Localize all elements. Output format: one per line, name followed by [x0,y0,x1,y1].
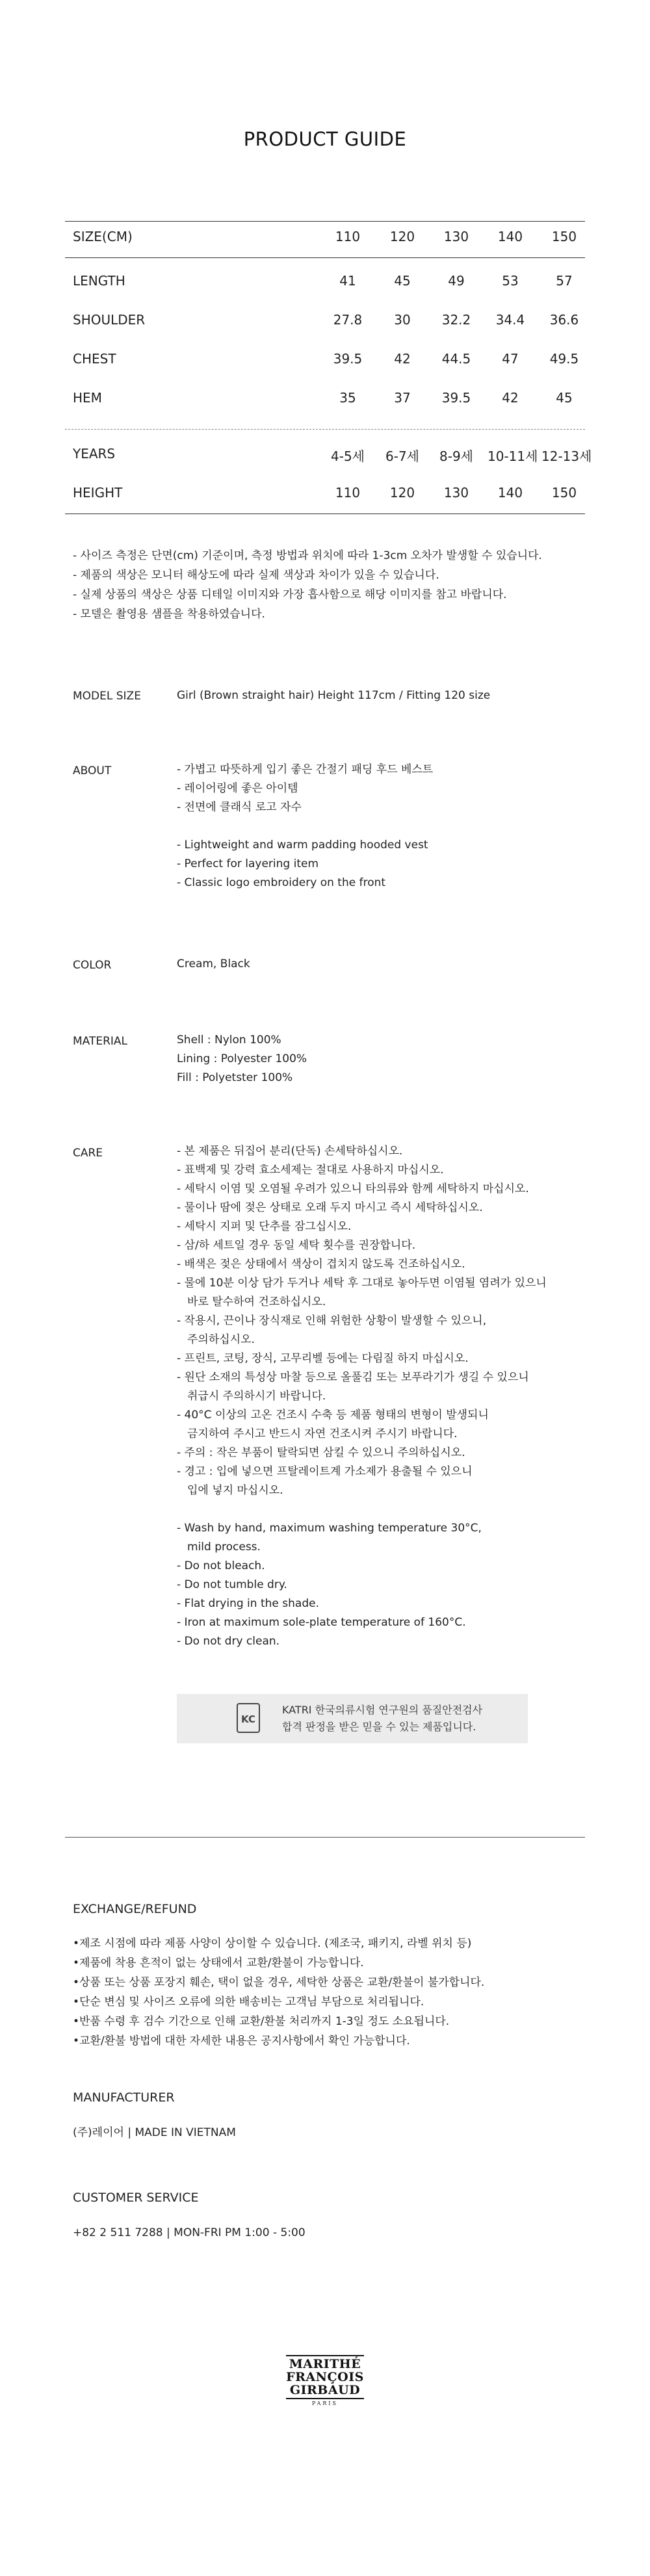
table-cell: 4-5세 [331,449,365,464]
kc-certification-box [177,1694,528,1743]
kc-line: KATRI 한국의류시험 연구원의 품질안전검사 [282,1704,483,1716]
table-cell: 110 [335,485,361,501]
exchange-line: •반품 수령 후 검수 기간으로 인해 교환/환불 처리까지 1-3일 정도 소요됩니다. [73,2015,450,2028]
table-cell: 45 [394,273,411,289]
table-cell: 41 [339,273,356,289]
care-line: - 프린트, 코팅, 장식, 고무리벨 등에는 다림질 하지 마십시오. [177,1352,469,1365]
about-line: - 가볍고 따뜻하게 입기 좋은 간절기 패딩 후드 베스트 [177,763,434,776]
size-col: 130 [443,229,469,244]
brand-line: FRANÇOIS [286,2370,364,2384]
brand-line: PARIS [311,2400,339,2406]
material-line: Fill : Polyetster 100% [177,1071,293,1084]
table-cell: 12-13세 [541,449,592,464]
table-row [73,312,585,330]
about-text [177,761,433,892]
note-line: - 모델은 촬영용 샘플을 착용하였습니다. [73,608,265,621]
material-line: Shell : Nylon 100% [177,1034,281,1047]
manufacturer-value: (주)레이어 | MADE IN VIETNAM [73,2126,236,2139]
table-cell: 39.5 [333,351,363,367]
size-header-label: SIZE(CM) [73,229,133,244]
table-cell: 8-9세 [439,449,473,464]
material-line: Lining : Polyester 100% [177,1052,307,1065]
care-line: 취급시 주의하시기 바랍니다. [187,1390,326,1403]
care-line: - 작용시, 끈이나 장식재로 인해 위험한 상황이 발생할 수 있으니, [177,1314,487,1327]
row-label: SHOULDER [73,312,146,328]
exchange-line: •제조 시점에 따라 제품 사양이 상이할 수 있습니다. (제조국, 패키지, 라벨 위치 등) [73,1937,472,1950]
kc-mark-icon [237,1703,260,1733]
exchange-list [73,1934,484,2051]
table-cell: 130 [443,485,469,501]
care-line: mild process. [187,1541,261,1554]
care-text [177,1142,547,1651]
table-cell: 140 [497,485,523,501]
table-top-rule [65,221,585,222]
kc-text [282,1702,482,1736]
table-cell: 36.6 [549,312,579,328]
note-line: - 실제 상품의 색상은 상품 디테일 이미지와 가장 흡사함으로 해당 이미지를 참고 바랍니다. [73,588,507,601]
about-line: - 레이어링에 좋은 아이템 [177,782,298,795]
table-cell: 37 [394,390,411,406]
size-header-row [73,229,585,247]
table-row [73,446,592,464]
table-divider [65,429,585,430]
note-line: - 사이즈 측정은 단면(cm) 기준이며, 측정 방법과 위치에 따라 1-3cm 오차가 발생할 수 있습니다. [73,549,542,562]
table-cell: 47 [502,351,519,367]
model-size-value: Girl (Brown straight hair) Height 117cm / Fitting 120 size [177,689,491,702]
kc-mark-text: KC [241,1713,255,1725]
table-header-rule [65,257,585,258]
table-cell: 49.5 [549,351,579,367]
care-line: - Wash by hand, maximum washing temperature 30°C, [177,1522,482,1535]
size-col: 110 [335,229,361,244]
size-col: 140 [497,229,523,244]
table-cell: 120 [389,485,415,501]
care-line: - 표백제 및 강력 효소세제는 절대로 사용하지 마십시오. [177,1164,444,1177]
table-row [73,351,585,369]
table-cell: 10-11세 [488,449,538,464]
manufacturer-title: MANUFACTURER [73,2090,175,2105]
note-line: - 제품의 색상은 모니터 해상도에 따라 실제 색상과 차이가 있을 수 있습니다. [73,569,439,582]
table-cell: 53 [502,273,519,289]
customer-service-value: +82 2 511 7288 | MON-FRI PM 1:00 - 5:00 [73,2226,306,2239]
page-title: PRODUCT GUIDE [243,128,407,150]
care-line: - 주의 : 작은 부품이 탈락되면 삼킬 수 있으니 주의하십시오. [177,1446,465,1459]
color-value: Cream, Black [177,957,250,970]
care-line: - Iron at maximum sole-plate temperature of 160°C. [177,1616,466,1629]
material-label: MATERIAL [73,1035,128,1048]
care-line: - 세탁시 이염 및 오염될 우려가 있으니 타의류와 함께 세탁하지 마십시오. [177,1182,529,1195]
color-label: COLOR [73,959,112,972]
table-cell: 44.5 [441,351,471,367]
section-divider [65,1837,585,1838]
about-line: - Classic logo embroidery on the front [177,876,386,889]
table-cell: 42 [502,390,519,406]
about-label: ABOUT [73,764,112,777]
brand-line: GIRBAUD [286,2384,364,2399]
customer-service-title: CUSTOMER SERVICE [73,2191,199,2205]
care-line: - Do not dry clean. [177,1635,280,1648]
size-col: 120 [389,229,415,244]
exchange-line: •상품 또는 상품 포장지 훼손, 택이 없을 경우, 세탁한 상품은 교환/환불이 불가합니다. [73,1976,485,1989]
brand-logo [0,2355,650,2408]
table-cell: 6-7세 [385,449,419,464]
table-cell: 35 [339,390,356,406]
care-line: 금지하여 주시고 반드시 자연 건조시켜 주시기 바랍니다. [187,1427,458,1440]
care-line: - 경고 : 입에 넣으면 프탈레이트계 가소제가 용출될 수 있으니 [177,1465,473,1478]
care-line: - 물이나 땀에 젖은 상태로 오래 두지 마시고 즉시 세탁하십시오. [177,1201,483,1214]
care-line: - Flat drying in the shade. [177,1597,319,1610]
table-row [73,390,585,408]
row-label: LENGTH [73,273,125,289]
exchange-line: •단순 변심 및 사이즈 오류에 의한 배송비는 고객님 부담으로 처리됩니다. [73,1996,424,2009]
table-cell: 45 [556,390,573,406]
care-line: - 원단 소재의 특성상 마찰 등으로 올풀김 또는 보푸라기가 생길 수 있으니 [177,1371,529,1384]
about-line: - Perfect for layering item [177,857,319,870]
table-cell: 57 [556,273,573,289]
material-text [177,1031,307,1087]
exchange-line: •제품에 착용 흔적이 없는 상태에서 교환/환불이 가능합니다. [73,1957,364,1970]
about-line: - 전면에 클래식 로고 자수 [177,801,302,814]
table-cell: 42 [394,351,411,367]
care-line: - 삼/하 세트일 경우 동일 세탁 횟수를 권장합니다. [177,1239,416,1252]
table-cell: 150 [551,485,577,501]
row-label: CHEST [73,351,116,367]
table-cell: 30 [394,312,411,328]
table-cell: 39.5 [441,390,471,406]
care-line: - 40°C 이상의 고온 건조시 수축 등 제품 형태의 변형이 발생되니 [177,1409,489,1422]
row-label: HEIGHT [73,485,123,501]
table-row [73,485,585,503]
row-label: YEARS [73,446,116,462]
brand-line: MARITHÉ [289,2357,361,2371]
size-col: 150 [551,229,577,244]
exchange-title: EXCHANGE/REFUND [73,1902,197,1916]
exchange-line: •교환/환불 방법에 대한 자세한 내용은 공지사항에서 확인 가능합니다. [73,2035,410,2048]
care-line: - 본 제품은 뒤집어 분리(단독) 손세탁하십시오. [177,1145,403,1158]
row-label: HEM [73,390,102,406]
care-line: 입에 넣지 마십시오. [187,1484,283,1497]
size-notes [73,546,542,624]
care-line: - Do not bleach. [177,1559,265,1572]
care-line: 바로 탈수하여 건조하십시오. [187,1295,326,1308]
care-line: - 물에 10분 이상 담가 두거나 세탁 후 그대로 놓아두면 이염될 염려가 있으니 [177,1277,547,1290]
table-cell: 27.8 [333,312,363,328]
about-line: - Lightweight and warm padding hooded vest [177,839,428,852]
care-label: CARE [73,1147,103,1160]
care-line: 주의하십시오. [187,1333,255,1346]
care-line: - 세탁시 지퍼 및 단추를 잠그십시오. [177,1220,352,1233]
care-line: - 배색은 젖은 상태에서 색상이 겹치지 않도록 건조하십시오. [177,1258,465,1271]
table-cell: 49 [448,273,465,289]
kc-line: 합격 판정을 받은 믿을 수 있는 제품입니다. [282,1721,476,1733]
table-row [73,273,585,291]
care-line: - Do not tumble dry. [177,1578,287,1591]
table-cell: 32.2 [441,312,471,328]
model-size-label: MODEL SIZE [73,690,141,703]
table-cell: 34.4 [495,312,525,328]
